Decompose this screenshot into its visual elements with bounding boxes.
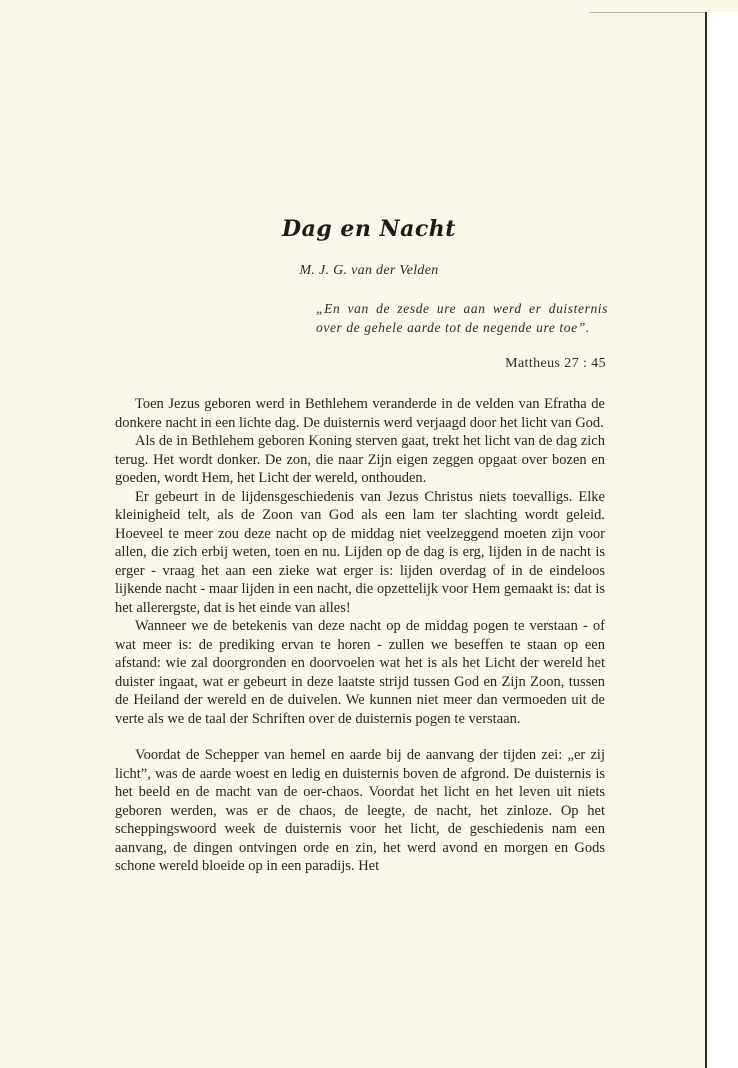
top-rule [590, 12, 705, 13]
article-title: Dag en Nacht [282, 216, 456, 242]
paragraph: Als de in Bethlehem geboren Koning sterven gaat, trekt het licht van de dag zich terug. Het wordt donker. De zon, die naar Zijn eigen zeggen opgaat over bozen en goeden, wordt Hem, het Licht der wereld, onthouden. [115, 433, 605, 486]
epigraph-quote: „En van de zesde ure aan werd er duisternis over de gehele aarde tot de negende ure toe”. [316, 301, 608, 335]
article-author: M. J. G. van der Velden [299, 263, 439, 278]
article-body [115, 395, 605, 876]
paragraph: Wanneer we de betekenis van deze nacht op de middag pogen te verstaan - of wat meer is: de prediking ervan te horen - zullen we beseffen te staan op een afstand: wie zal doorgronden en doorvoelen wat het is als het Licht der wereld het duister ingaat, wat er gebeurt in deze laatste strijd tussen God en Zijn Zoon, tussen de Heiland der wereld en de duivelen. We kunnen niet meer dan vermoeden uit de verte als we de taal der Schriften over de duisternis pogen te verstaan. [115, 618, 605, 727]
paragraph: Voordat de Schepper van hemel en aarde bij de aanvang der tijden zei: „er zij licht”, was de aarde woest en ledig en duisternis boven de afgrond. De duisternis is het beeld en de macht van de oer-chaos. Voordat het licht en het leven uit niets geboren werden, was er de chaos, de leegte, de nacht, het zinloze. Op het scheppingswoord week de duisternis voor het licht, de geschiedenis nam een aanvang, de dingen ontvingen orde en zin, het werd avond en morgen en Gods schone wereld bloeide op in een paradijs. Het [115, 747, 605, 874]
paragraph: Er gebeurt in de lijdensgeschiedenis van Jezus Christus niets toevalligs. Elke kleinigheid telt, als de Zoon van God als een lam ter slachting wordt geleid. Hoeveel te meer zou deze nacht op de middag niet veelzeggend moeten zijn voor allen, die zich erbij weten, toen en nu. Lijden op de dag is erg, lijden in de nacht is erger - vraag het aan een zieke wat erger is: lijden overdag of in de eindeloos lijkende nacht - maar lijden in een nacht, die opzettelijk voor Hem gemaakt is: dat is het allerergste, dat is het einde van alles! [115, 488, 605, 616]
epigraph-reference: Mattheus 27 : 45 [505, 356, 606, 371]
page-edge-margin [705, 12, 738, 1068]
paragraph: Toen Jezus geboren werd in Bethlehem veranderde in de velden van Efratha de donkere nacht in een lichte dag. De duisternis werd verjaagd door het licht van God. [115, 396, 605, 431]
